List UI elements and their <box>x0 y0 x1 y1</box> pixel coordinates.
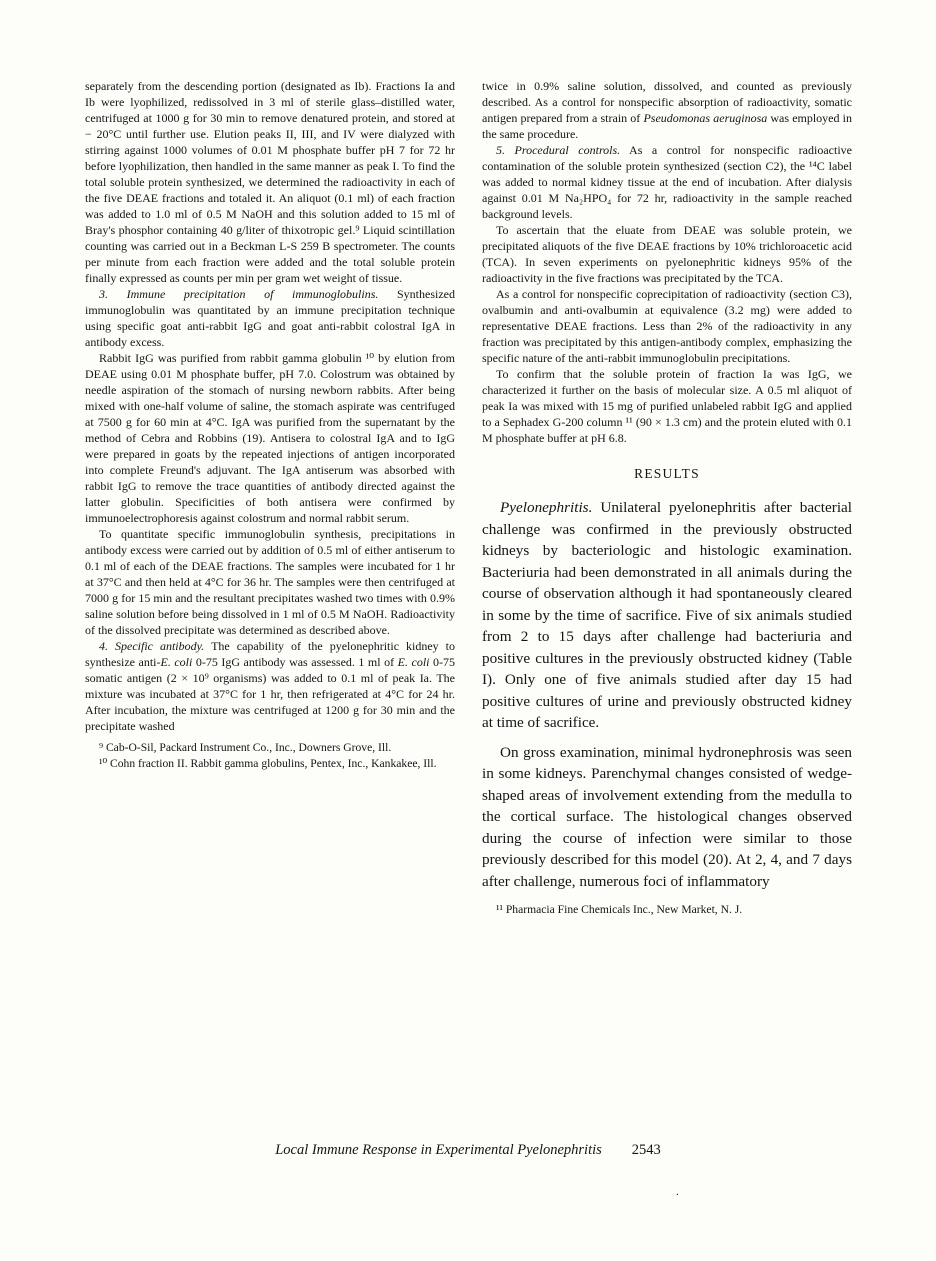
page-number: 2543 <box>631 1142 661 1158</box>
text-segment: To confirm that the soluble protein of fraction Ia was IgG, we characterized it further on the basis of molecular size. A 0.5 ml aliquot of peak Ia was mixed with 15 mg of purified unlabeled rabbit IgG and applied to a Sephadex G-200 column ¹¹ (90 × 1.3 cm) and the protein eluted with 0.1 M phosphate buffer at pH 6.8. <box>482 367 852 445</box>
text-segment: ¹¹ Pharmacia Fine Chemicals Inc., New Market, N. J. <box>496 903 743 916</box>
text-segment: On gross examination, minimal hydronephrosis was seen in some kidneys. Parenchymal changes consisted of wedge-shaped areas of involvement extending from the medulla to the cortical surface. The histological changes observed during the course of infection were similar to those previously described for this model (20). At 2, 4, and 7 days after challenge, numerous foci of inflammatory <box>482 743 852 890</box>
right-column <box>482 78 852 918</box>
text-segment: ¹⁰ Cohn fraction II. Rabbit gamma globulins, Pentex, Inc., Kankakee, Ill. <box>99 756 437 770</box>
paragraph <box>482 742 852 893</box>
paragraph <box>482 497 852 734</box>
text-segment: ⁹ Cab-O-Sil, Packard Instrument Co., Inc., Downers Grove, Ill. <box>99 741 392 754</box>
stray-mark: . <box>676 1186 679 1198</box>
text-segment: 0-75 somatic antigen (2 × 10⁹ organisms) was added to 0.1 ml of peak Ia. The mixture was incubated at 37°C for 1 hr, then refrigerated at 4°C for 24 hr. After incubation, the mixture was centrifuged at 1200 g for 30 min and the precipitate washed <box>85 655 455 733</box>
italic-text-segment: Pyelonephritis. <box>500 499 593 516</box>
paragraph <box>85 638 455 734</box>
paragraph <box>85 756 455 772</box>
paragraph <box>482 78 852 142</box>
text-segment: To quantitate specific immunoglobulin synthesis, precipitations in antibody excess were carried out by addition of 0.5 ml of either antiserum to 0.1 ml of each of the DEAE fractions. The samples were incubated for 1 hr at 37°C and then held at 4°C for 36 hr. The samples were then centrifuged at 7000 g for 15 min and the resultant precipitates washed two times with 0.9% saline solution before being dissolved in 1 ml of 0.5 M NaOH. Radioactivity of the dissolved precipitate was determined as described above. <box>85 527 455 637</box>
italic-text-segment: E. coli <box>160 655 193 669</box>
results-heading: RESULTS <box>634 466 700 481</box>
left-footnotes <box>85 740 455 771</box>
italic-text-segment: 3. Immune precipitation of immunoglobulins. <box>99 287 379 301</box>
paragraph <box>85 286 455 350</box>
text-segment: was employed in the same procedure. <box>482 111 852 141</box>
italic-text-segment: 4. Specific antibody. <box>99 639 205 653</box>
text-segment: twice in 0.9% saline solution, dissolved, and counted as previously described. As a control for nonspecific absorption of radioactivity, somatic antigen prepared from a strain of <box>482 79 852 125</box>
paragraph <box>482 366 852 446</box>
right-footnotes <box>482 902 852 918</box>
text-segment: separately from the descending portion (designated as Ib). Fractions Ia and Ib were lyophilized, redissolved in 3 ml of sterile glass–distilled water, centrifuged at 1000 g for 30 min to remove denatured protein, and stored at − 20°C until further use. Elution peaks II, III, and IV were dialyzed with stirring against 1000 volumes of 0.01 M phosphate buffer pH 7 for 72 hr before lyophilization, then handled in the same manner as peak I. To find the total soluble protein synthesized, we determined the radioactivity in each of the five DEAE fractions and totaled it. An aliquot (0.1 ml) of each fraction was added to 1.0 ml of 0.5 M NaOH and this solution added to 15 ml of Bray's phosphor containing 40 g/liter of thixotropic gel.⁹ Liquid scintillation counting was carried out in a Beckman L-S 259 B spectrometer. The counts per minute from each fraction were added and the total soluble protein finally expressed as counts per min per gram wet weight of tissue. <box>85 79 455 285</box>
text-segment: Unilateral pyelonephritis after bacterial challenge was confirmed in the previously obstructed kidneys by bacteriologic and histologic examination. Bacteriuria had been demonstrated in all animals during the course of observation although it had spontaneously cleared in some by the time of sacrifice. Five of six animals studied from 2 to 15 days after challenge had bacteriuria and positive cultures in the previously obstructed kidney (Table I). Only one of five animals studied after day 15 had positive cultures of urine and previously obstructed kidney at time of sacrifice. <box>482 499 852 731</box>
running-title: Local Immune Response in Experimental Pyelonephritis <box>275 1142 602 1158</box>
two-column-layout <box>85 78 852 918</box>
text-segment: Synthesized immunoglobulin was quantitated by an immune precipitation technique using specific goat anti-rabbit IgG and goat anti-rabbit colostral IgA in antibody excess. <box>85 287 455 349</box>
paragraph <box>482 142 852 222</box>
text-segment: As a control for nonspecific coprecipitation of radioactivity (section C3), ovalbumin and anti-ovalbumin at equivalence (3.2 mg) were added to representative DEAE fractions. Less than 2% of the radioactivity in any fraction was precipitated by this antigen-antibody complex, emphasizing the specific nature of the anti-rabbit immunoglobulin precipitations. <box>482 287 852 365</box>
text-segment: As a control for nonspecific radioactive contamination of the soluble protein synthesized (section C2), the ¹⁴C label was added to normal kidney tissue at the end of incubation. After dialysis against 0.01 M Na₂HPO₄ for 72 hr, radioactivity in the sample reached background levels. <box>482 143 852 221</box>
italic-text-segment: 5. Procedural controls. <box>496 143 621 157</box>
italic-text-segment: E. coli <box>397 655 430 669</box>
paragraph <box>482 222 852 286</box>
paragraph <box>85 526 455 638</box>
paragraph <box>85 740 455 756</box>
left-column <box>85 78 455 918</box>
paragraph <box>85 350 455 526</box>
right-small-paragraphs <box>482 78 852 446</box>
paragraph <box>482 286 852 366</box>
left-paragraphs <box>85 78 455 734</box>
text-segment: Rabbit IgG was purified from rabbit gamma globulin ¹⁰ by elution from DEAE using 0.01 M phosphate buffer, pH 7.0. Colostrum was obtained by needle aspiration of the stomach of nursing newborn rabbits. After being mixed with one-half volume of saline, the stomach aspirate was centrifuged at 7500 g for 60 min at 4°C. IgA was purified from the supernatant by the method of Cebra and Robbins (19). Antisera to colostral IgA and to IgG were prepared in goats by the repeated injections of antigen incorporated into complete Freund's adjuvant. The IgA antiserum was absorbed with rabbit IgG to remove the trace quantities of antibody directed against the latter globulin. Specificities of both antisera were confirmed by immunoelectrophoresis against colostrum and normal rabbit serum. <box>85 351 455 525</box>
paragraph <box>482 902 852 918</box>
paragraph <box>85 78 455 286</box>
italic-text-segment: Pseudomonas aeruginosa <box>643 111 768 125</box>
results-paragraphs <box>482 497 852 892</box>
text-segment: The capability of the pyelonephritic kidney to synthesize anti- <box>85 639 456 669</box>
page-footer <box>0 1142 936 1159</box>
text-segment: To ascertain that the eluate from DEAE was soluble protein, we precipitated aliquots of the five DEAE fractions by 10% trichloroacetic acid (TCA). In seven experiments on pyelonephritic kidneys 95% of the radioactivity in the five fractions was precipitated by the TCA. <box>482 223 852 285</box>
text-segment: 0-75 IgG antibody was assessed. 1 ml of <box>192 655 398 669</box>
